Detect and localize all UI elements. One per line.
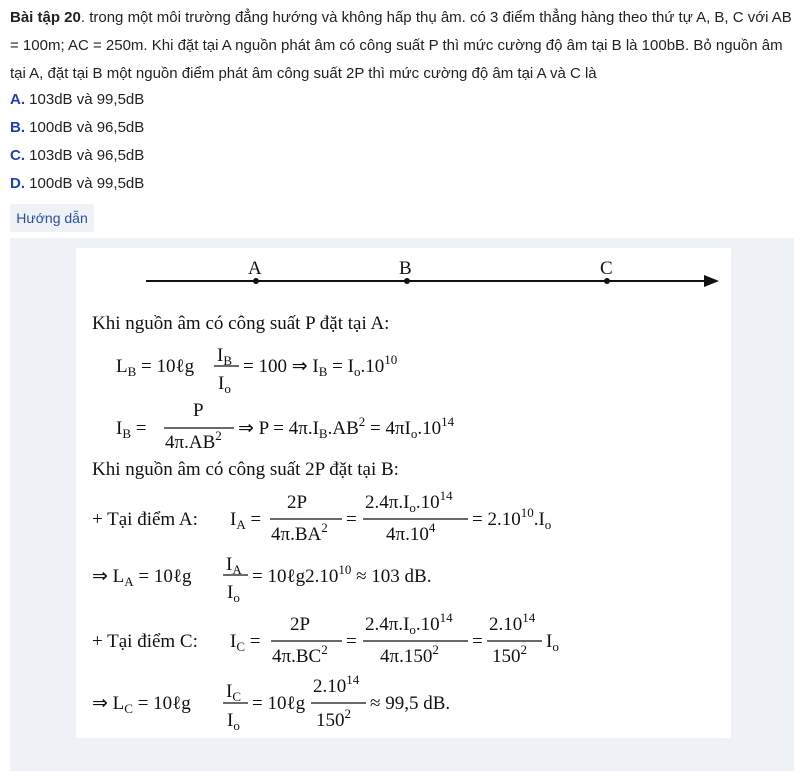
option-c[interactable] bbox=[10, 145, 144, 167]
point-a-prefix: + Tại điểm A: bbox=[92, 509, 198, 530]
svg-text:Io: $I_o$ bbox=[546, 631, 559, 654]
option-text: 100dB và 96,5dB bbox=[25, 119, 145, 136]
svg-text:IB: $I_B$ bbox=[217, 345, 232, 368]
svg-text:IA =: $I_A$ = bbox=[230, 509, 262, 532]
svg-text:IC: $I_C$ bbox=[226, 681, 241, 704]
svg-text:IC =: $I_C$ = bbox=[230, 631, 261, 654]
svg-text:2P: 2P bbox=[287, 492, 308, 513]
svg-text:=: = bbox=[472, 631, 483, 652]
svg-text:Io: $I_o$ bbox=[218, 373, 231, 396]
svg-text:= 10ℓg: = 10ℓg bbox=[252, 693, 306, 714]
solution-heading-2: Khi nguồn âm có công suất 2P đặt tại B: bbox=[92, 459, 399, 480]
formula-la bbox=[92, 554, 431, 605]
option-d[interactable] bbox=[10, 173, 144, 195]
option-text: 100dB và 99,5dB bbox=[25, 175, 145, 192]
point-a-label: A bbox=[248, 258, 262, 279]
svg-text:2.1014: 2.10$^{14}$ bbox=[489, 610, 536, 635]
svg-text:Io: $I_o$ bbox=[227, 710, 240, 733]
option-letter: B. bbox=[10, 119, 25, 136]
solution-image bbox=[76, 248, 731, 738]
svg-text:1502: $150^2$ bbox=[492, 642, 527, 667]
point-c-prefix: + Tại điểm C: bbox=[92, 631, 198, 652]
option-text: 103dB và 99,5dB bbox=[25, 91, 145, 108]
option-letter: C. bbox=[10, 147, 25, 164]
option-b[interactable] bbox=[10, 117, 144, 139]
svg-text:4π.AB2: $4\pi.AB^2$ bbox=[165, 428, 222, 453]
svg-text:2.4π.Io.1014: $2.4\pi.I_o.10^{14}$ bbox=[365, 610, 453, 637]
point-b-label: B bbox=[399, 258, 412, 279]
svg-text:⇒ P = 4π.IB.AB2 = 4πIo.1014: ⇒ $P = 4\pi.I_B.AB^2 = 4\pi I_o.10^{14}$ bbox=[238, 414, 455, 441]
la-result: 103 dB. bbox=[371, 566, 432, 587]
formula-ib bbox=[116, 400, 455, 453]
option-letter: D. bbox=[10, 175, 25, 192]
svg-text:≈ 99,5 dB.: ≈ 99,5 dB. bbox=[370, 693, 451, 714]
arrow-head-icon bbox=[704, 275, 719, 287]
svg-text:P: P bbox=[193, 400, 204, 421]
option-letter: A. bbox=[10, 91, 25, 108]
svg-text:Io: $I_o$ bbox=[227, 582, 240, 605]
svg-text:IA: $I_A$ bbox=[226, 554, 242, 577]
formula-ia bbox=[92, 488, 551, 545]
svg-text:4π.104: $4\pi.10^4$ bbox=[386, 520, 436, 545]
option-a[interactable] bbox=[10, 89, 144, 111]
svg-text:4π.BA2: $4\pi.BA^2$ bbox=[271, 520, 328, 545]
svg-text:=: = bbox=[346, 509, 357, 530]
question-title: Bài tập 20 bbox=[10, 9, 81, 26]
svg-text:4π.BC2: $4\pi.BC^2$ bbox=[272, 642, 328, 667]
svg-text:=: = bbox=[346, 631, 357, 652]
lc-result: 99,5 dB. bbox=[385, 693, 451, 714]
solution-heading-1: Khi nguồn âm có công suất P đặt tại A: bbox=[92, 313, 390, 334]
svg-text:2P: 2P bbox=[290, 614, 311, 635]
svg-text:IB =: $I_B$ = bbox=[116, 418, 147, 441]
svg-text:= 10ℓg2.1010 ≈ 103 dB.: = $10\ell g2.10^{10} \approx 103$ dB. bbox=[252, 562, 432, 587]
svg-text:= 100 ⇒ IB = Io.1010: = 100 ⇒ $I_B = I_o.10^{10}$ bbox=[243, 352, 398, 379]
svg-text:2.4π.Io.1014: $2.4\pi.I_o.10^{14}$ bbox=[365, 488, 453, 515]
guide-toggle-button[interactable]: Hướng dẫn bbox=[10, 204, 94, 232]
formula-lc bbox=[92, 672, 450, 733]
svg-text:⇒ LC = 10ℓg: ⇒ $L_C$ = 10ℓg bbox=[92, 693, 191, 716]
svg-text:2.1014: 2.10$^{14}$ bbox=[313, 672, 360, 697]
svg-text:= 2.1010.Io: = $2.10^{10}.I_o$ bbox=[472, 505, 552, 532]
svg-text:LB = 10ℓg: $L_B$ = 10ℓg bbox=[116, 356, 195, 379]
question-text bbox=[10, 4, 792, 88]
solution-figure bbox=[76, 248, 731, 738]
question-body: . trong một môi trường đẳng hướng và không hấp thụ âm. có 3 điểm thẳng hàng theo thứ tự A, B, C với AB = 100m; AC = 250m. Khi đặt tại A nguồn phát âm có công suất P thì mức cường độ âm tại B là 100bB. Bỏ nguồn âm tại A, đặt tại B một nguồn điểm phát âm công suất 2P thì mức cường độ âm tại A và C là bbox=[10, 9, 792, 82]
svg-text:1502: $150^2$ bbox=[316, 706, 351, 731]
svg-text:4π.1502: 4π.150$^2$ bbox=[380, 642, 439, 667]
formula-lb bbox=[116, 345, 397, 396]
formula-ic bbox=[92, 610, 559, 667]
option-text: 103dB và 96,5dB bbox=[25, 147, 145, 164]
point-c-label: C bbox=[600, 258, 613, 279]
svg-text:⇒ LA = 10ℓg: ⇒ $L_A$ = 10ℓg bbox=[92, 566, 192, 589]
